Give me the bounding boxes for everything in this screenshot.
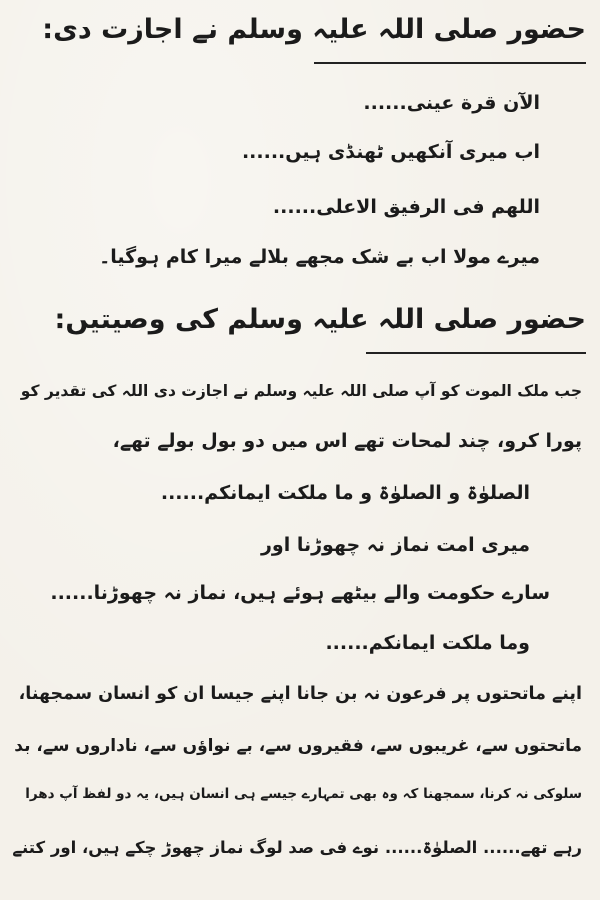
paragraph-line: اپنے ماتحتوں پر فرعون نہ بن جانا اپنے جیسا ان کو انسان سمجھنا، (18, 684, 582, 704)
section-heading-will: حضور صلی اللہ علیہ وسلم کی وصیتیں: (54, 304, 586, 335)
paragraph-line: سارے حکومت والے بیٹھے ہوئے ہیں، نماز نہ چھوڑنا...... (50, 582, 550, 604)
paragraph-line: رہے تھے...... الصلوٰۃ...... نوے فی صد لوگ نماز چھوڑ چکے ہیں، اور کتنے (12, 838, 582, 857)
arabic-quote-line: اللهم فى الرفيق الاعلى...... (272, 196, 540, 218)
heading-underline (366, 352, 586, 354)
arabic-quote-line: وما ملکت ایمانکم...... (325, 632, 530, 654)
urdu-translation-line: میرے مولا اب بے شک مجھے بلالے میرا کام ہوگیا۔ (99, 246, 540, 268)
section-heading-permission: حضور صلی اللہ علیہ وسلم نے اجازت دی: (42, 14, 586, 45)
paragraph-line: پورا کرو، چند لمحات تھے اس میں دو بول بولے تھے، (112, 430, 582, 452)
heading-underline (314, 62, 586, 64)
urdu-translation-line: اب میری آنکھیں ٹھنڈی ہیں...... (241, 141, 540, 163)
paragraph-line: جب ملک الموت کو آپ صلی اللہ علیہ وسلم نے اجازت دی اللہ کی تقدیر کو (20, 382, 582, 400)
paragraph-line: میری امت نماز نہ چھوڑنا اور (260, 534, 530, 556)
paragraph-line: سلوکی نہ کرنا، سمجھنا کہ وہ بھی تمہارے جیسے ہی انسان ہیں، یہ دو لفظ آپ دھرا (25, 786, 582, 802)
arabic-quote-line: الصلوٰۃ و الصلوٰۃ و ما ملکت ایمانکم...... (160, 482, 530, 504)
arabic-quote-line: الآن قرة عينى...... (363, 92, 540, 114)
paragraph-line: ماتحتوں سے، غریبوں سے، فقیروں سے، بے نواؤں سے، ناداروں سے، بد (14, 736, 582, 756)
